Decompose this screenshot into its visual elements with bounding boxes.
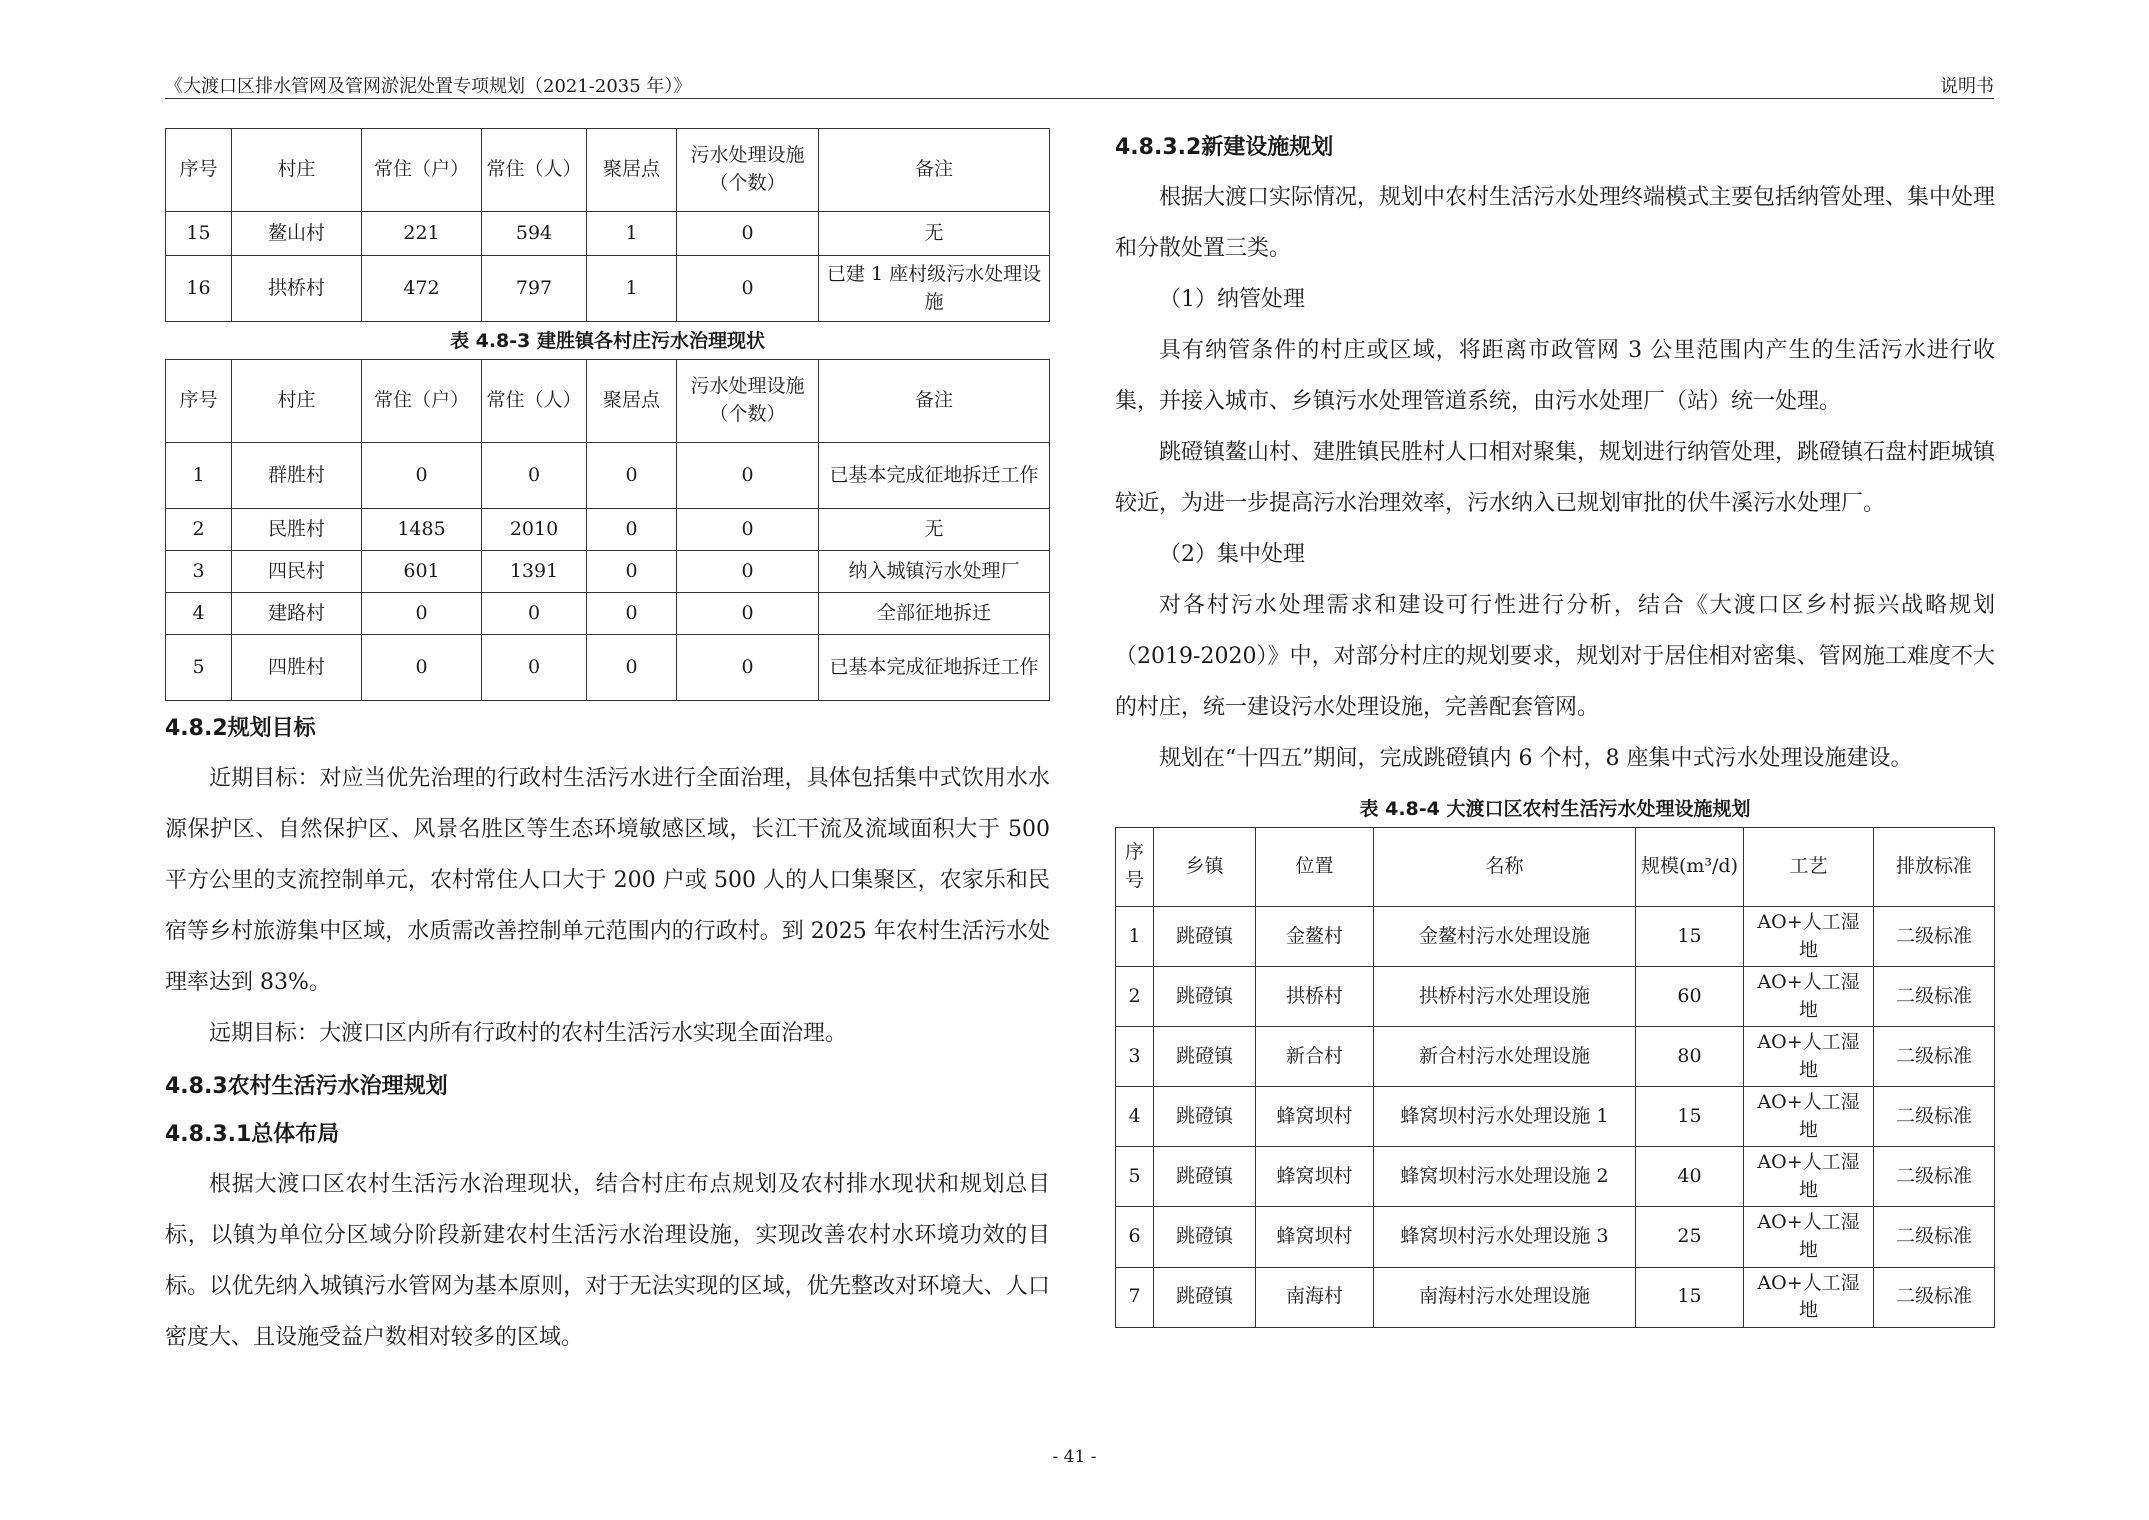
table-cell: 0 [362,593,482,635]
table-cell: 二级标准 [1874,1267,1995,1327]
paragraph-overall-layout: 根据大渡口区农村生活污水治理现状，结合村庄布点规划及农村排水现状和规划总目标，以镇为单位分区域分阶段新建农村生活污水治理设施，实现改善农村水环境功效的目标。以优先纳入城镇污水管网为基本原则，对于无法实现的区域，优先整改对环境大、人口密度大、且设施受益户数相对较多的区域。 [165,1172,1050,1350]
table-cell: 跳磴镇 [1154,967,1256,1027]
table-cell: 跳磴镇 [1154,1027,1256,1087]
table-caption: 表 4.8-4 大渡口区农村生活污水处理设施规划 [1359,798,1751,820]
table-cell: 跳磴镇 [1154,1267,1256,1327]
col-header: 聚居点 [587,129,677,212]
col-header: 序号 [166,360,232,443]
table-cell: 0 [677,593,819,635]
table-cell: 拱桥村 [1256,967,1374,1027]
table-cell: AO+人工湿地 [1744,907,1874,967]
table-cell: 金鳌村污水处理设施 [1374,907,1636,967]
table-cell: 0 [677,212,819,256]
table-cell: 蜂窝坝村 [1256,1147,1374,1207]
page-header [165,70,1994,99]
table-row [166,635,1050,701]
table-cell: 0 [362,443,482,509]
page-number: - 41 - [1052,1447,1097,1467]
col-header: 常住（人） [482,129,587,212]
table-cell: 4 [166,593,232,635]
col-header: 位置 [1256,828,1374,907]
table-cell: 0 [677,509,819,551]
table-cell: 新合村污水处理设施 [1374,1027,1636,1087]
table-cell: 建路村 [232,593,362,635]
table-cell: 15 [1636,1087,1744,1147]
col-header: 备注 [819,129,1050,212]
table-row [166,256,1050,322]
table-cell: 0 [362,635,482,701]
table-cell: 0 [587,593,677,635]
col-header: 序号 [166,129,232,212]
table-cell: AO+人工湿地 [1744,1267,1874,1327]
table-cell: 0 [587,509,677,551]
table-cell: 5 [1116,1147,1154,1207]
table-cell: 0 [482,635,587,701]
table-cell: 二级标准 [1874,1087,1995,1147]
table-cell: 2 [166,509,232,551]
col-header: 序号 [1116,828,1154,907]
table-row [1116,1087,1995,1147]
paragraph-pipe-villages: 跳磴镇鳌山村、建胜镇民胜村人口相对聚集，规划进行纳管处理，跳磴镇石盘村距城镇较近，为进一步提高污水治理效率，污水纳入已规划审批的伏牛溪污水处理厂。 [1115,440,1996,516]
table-cell: 0 [677,443,819,509]
col-header: 村庄 [232,129,362,212]
col-header: 备注 [819,360,1050,443]
section-heading-4-8-3-1: 4.8.3.1总体布局 [165,1122,340,1147]
table-cell: AO+人工湿地 [1744,967,1874,1027]
table-cell: 跳磴镇 [1154,1207,1256,1267]
table-cell: 蜂窝坝村污水处理设施 2 [1374,1147,1636,1207]
table-cell: AO+人工湿地 [1744,1027,1874,1087]
table-cell: AO+人工湿地 [1744,1207,1874,1267]
table-cell: 群胜村 [232,443,362,509]
col-header: 常住（户） [362,360,482,443]
table-cell: 80 [1636,1027,1744,1087]
table-cell: 0 [587,443,677,509]
table-cell: 南海村污水处理设施 [1374,1267,1636,1327]
document-title: 《大渡口区排水管网及管网淤泥处置专项规划（2021-2035 年）》 [165,76,692,97]
table-cell: 1 [587,256,677,322]
table-cell: 民胜村 [232,509,362,551]
table-cell: 0 [587,635,677,701]
table-cell: 0 [677,551,819,593]
table-cell: 跳磴镇 [1154,1087,1256,1147]
table-cell: AO+人工湿地 [1744,1087,1874,1147]
table-cell: 新合村 [1256,1027,1374,1087]
jiansheng-village-table [165,359,1050,701]
table-cell: 全部征地拆迁 [819,593,1050,635]
col-header: 村庄 [232,360,362,443]
col-header: 规模(m³/d) [1636,828,1744,907]
table-header-row [166,129,1050,212]
table-cell: 6 [1116,1207,1154,1267]
table-row [166,593,1050,635]
table-cell: AO+人工湿地 [1744,1147,1874,1207]
table-cell: 3 [1116,1027,1154,1087]
right-column [1115,128,1995,1328]
table-cell: 纳入城镇污水处理厂 [819,551,1050,593]
document-type: 说明书 [1940,76,1994,97]
table-cell: 已基本完成征地拆迁工作 [819,443,1050,509]
table-row [1116,907,1995,967]
col-header: 聚居点 [587,360,677,443]
table-cell: 二级标准 [1874,907,1995,967]
paragraph-near-term-goal: 近期目标：对应当优先治理的行政村生活污水进行全面治理，具体包括集中式饮用水水源保护区、自然保护区、风景名胜区等生态环境敏感区域，长江干流及流域面积大于 500 平方公里的支流控制单元，农村常住人口大于 200 户或 500 人的人口集聚区，农家乐和民宿等乡村旅游集中区域，水质需改善控制单元范围内的行政村。到 2025 年农村生活污水处理率达到 83%。 [165,766,1050,995]
table-cell: 1 [587,212,677,256]
table-row [166,509,1050,551]
table-cell: 蜂窝坝村 [1256,1207,1374,1267]
section-heading-4-8-3: 4.8.3农村生活污水治理规划 [165,1074,448,1099]
table-cell: 1485 [362,509,482,551]
table-row [1116,1147,1995,1207]
col-header: 污水处理设施（个数） [677,129,819,212]
table-cell: 蜂窝坝村污水处理设施 1 [1374,1087,1636,1147]
table-cell: 5 [166,635,232,701]
section-heading-4-8-3-2: 4.8.3.2新建设施规划 [1115,135,1334,160]
table-row [1116,1207,1995,1267]
table-cell: 16 [166,256,232,322]
left-column [165,128,1050,1363]
table-cell: 四胜村 [232,635,362,701]
col-header: 常住（人） [482,360,587,443]
table-cell: 鳌山村 [232,212,362,256]
table-cell: 二级标准 [1874,1207,1995,1267]
table-cell: 0 [677,256,819,322]
table-row [166,443,1050,509]
col-header: 常住（户） [362,129,482,212]
table-cell: 金鳌村 [1256,907,1374,967]
paragraph-long-term-goal: 远期目标：大渡口区内所有行政村的农村生活污水实现全面治理。 [209,1021,848,1046]
table-cell: 跳磴镇 [1154,1147,1256,1207]
table-cell: 二级标准 [1874,1147,1995,1207]
table-cell: 0 [482,593,587,635]
table-cell: 15 [1636,907,1744,967]
table-header-row [1116,828,1995,907]
table-cell: 60 [1636,967,1744,1027]
table-cell: 797 [482,256,587,322]
table-row [1116,967,1995,1027]
table-row [166,551,1050,593]
section-heading-4-8-2: 4.8.2规划目标 [165,716,316,741]
col-header: 工艺 [1744,828,1874,907]
paragraph-14th-five-year: 规划在“十四五”期间，完成跳磴镇内 6 个村，8 座集中式污水处理设施建设。 [1159,746,1913,771]
table-cell: 四民村 [232,551,362,593]
facility-plan-table [1115,827,1995,1328]
table-cell: 0 [587,551,677,593]
table-cell: 1 [166,443,232,509]
table-cell: 221 [362,212,482,256]
table-cell: 拱桥村 [232,256,362,322]
table-caption: 表 4.8-3 建胜镇各村庄污水治理现状 [450,330,765,352]
paragraph-pipe-treatment: 具有纳管条件的村庄或区域，将距离市政管网 3 公里范围内产生的生活污水进行收集，并接入城市、乡镇污水处理管道系统，由污水处理厂（站）统一处理。 [1115,338,1995,414]
paragraph-terminal-modes: 根据大渡口实际情况，规划中农村生活污水处理终端模式主要包括纳管处理、集中处理和分散处置三类。 [1115,185,1996,261]
col-header: 乡镇 [1154,828,1256,907]
subheading-centralized-treatment: （2）集中处理 [1159,542,1305,567]
table-cell: 601 [362,551,482,593]
subheading-pipe-treatment: （1）纳管处理 [1159,287,1305,312]
table-cell: 594 [482,212,587,256]
table-cell: 1 [1116,907,1154,967]
table-row [1116,1267,1995,1327]
table-cell: 40 [1636,1147,1744,1207]
table-cell: 南海村 [1256,1267,1374,1327]
col-header: 排放标准 [1874,828,1995,907]
table-cell: 蜂窝坝村污水处理设施 3 [1374,1207,1636,1267]
table-cell: 1391 [482,551,587,593]
table-cell: 二级标准 [1874,967,1995,1027]
table-cell: 2010 [482,509,587,551]
table-cell: 2 [1116,967,1154,1027]
table-cell: 无 [819,509,1050,551]
table-cell: 跳磴镇 [1154,907,1256,967]
table-cell: 15 [1636,1267,1744,1327]
table-cell: 无 [819,212,1050,256]
table-cell: 25 [1636,1207,1744,1267]
paragraph-centralized-treatment: 对各村污水处理需求和建设可行性进行分析，结合《大渡口区乡村振兴战略规划（2019-2020）》中，对部分村庄的规划要求，规划对于居住相对密集、管网施工难度不大的村庄，统一建设污水处理设施，完善配套管网。 [1115,593,1995,720]
table-row [166,212,1050,256]
table-row [1116,1027,1995,1087]
col-header: 污水处理设施（个数） [677,360,819,443]
table-cell: 已基本完成征地拆迁工作 [819,635,1050,701]
table-cell: 3 [166,551,232,593]
table-cell: 472 [362,256,482,322]
village-table-continued [165,128,1050,322]
col-header: 名称 [1374,828,1636,907]
table-cell: 0 [482,443,587,509]
table-cell: 蜂窝坝村 [1256,1087,1374,1147]
table-cell: 0 [677,635,819,701]
table-cell: 已建 1 座村级污水处理设施 [819,256,1050,322]
table-cell: 15 [166,212,232,256]
table-cell: 4 [1116,1087,1154,1147]
table-header-row [166,360,1050,443]
table-cell: 二级标准 [1874,1027,1995,1087]
table-cell: 拱桥村污水处理设施 [1374,967,1636,1027]
table-cell: 7 [1116,1267,1154,1327]
